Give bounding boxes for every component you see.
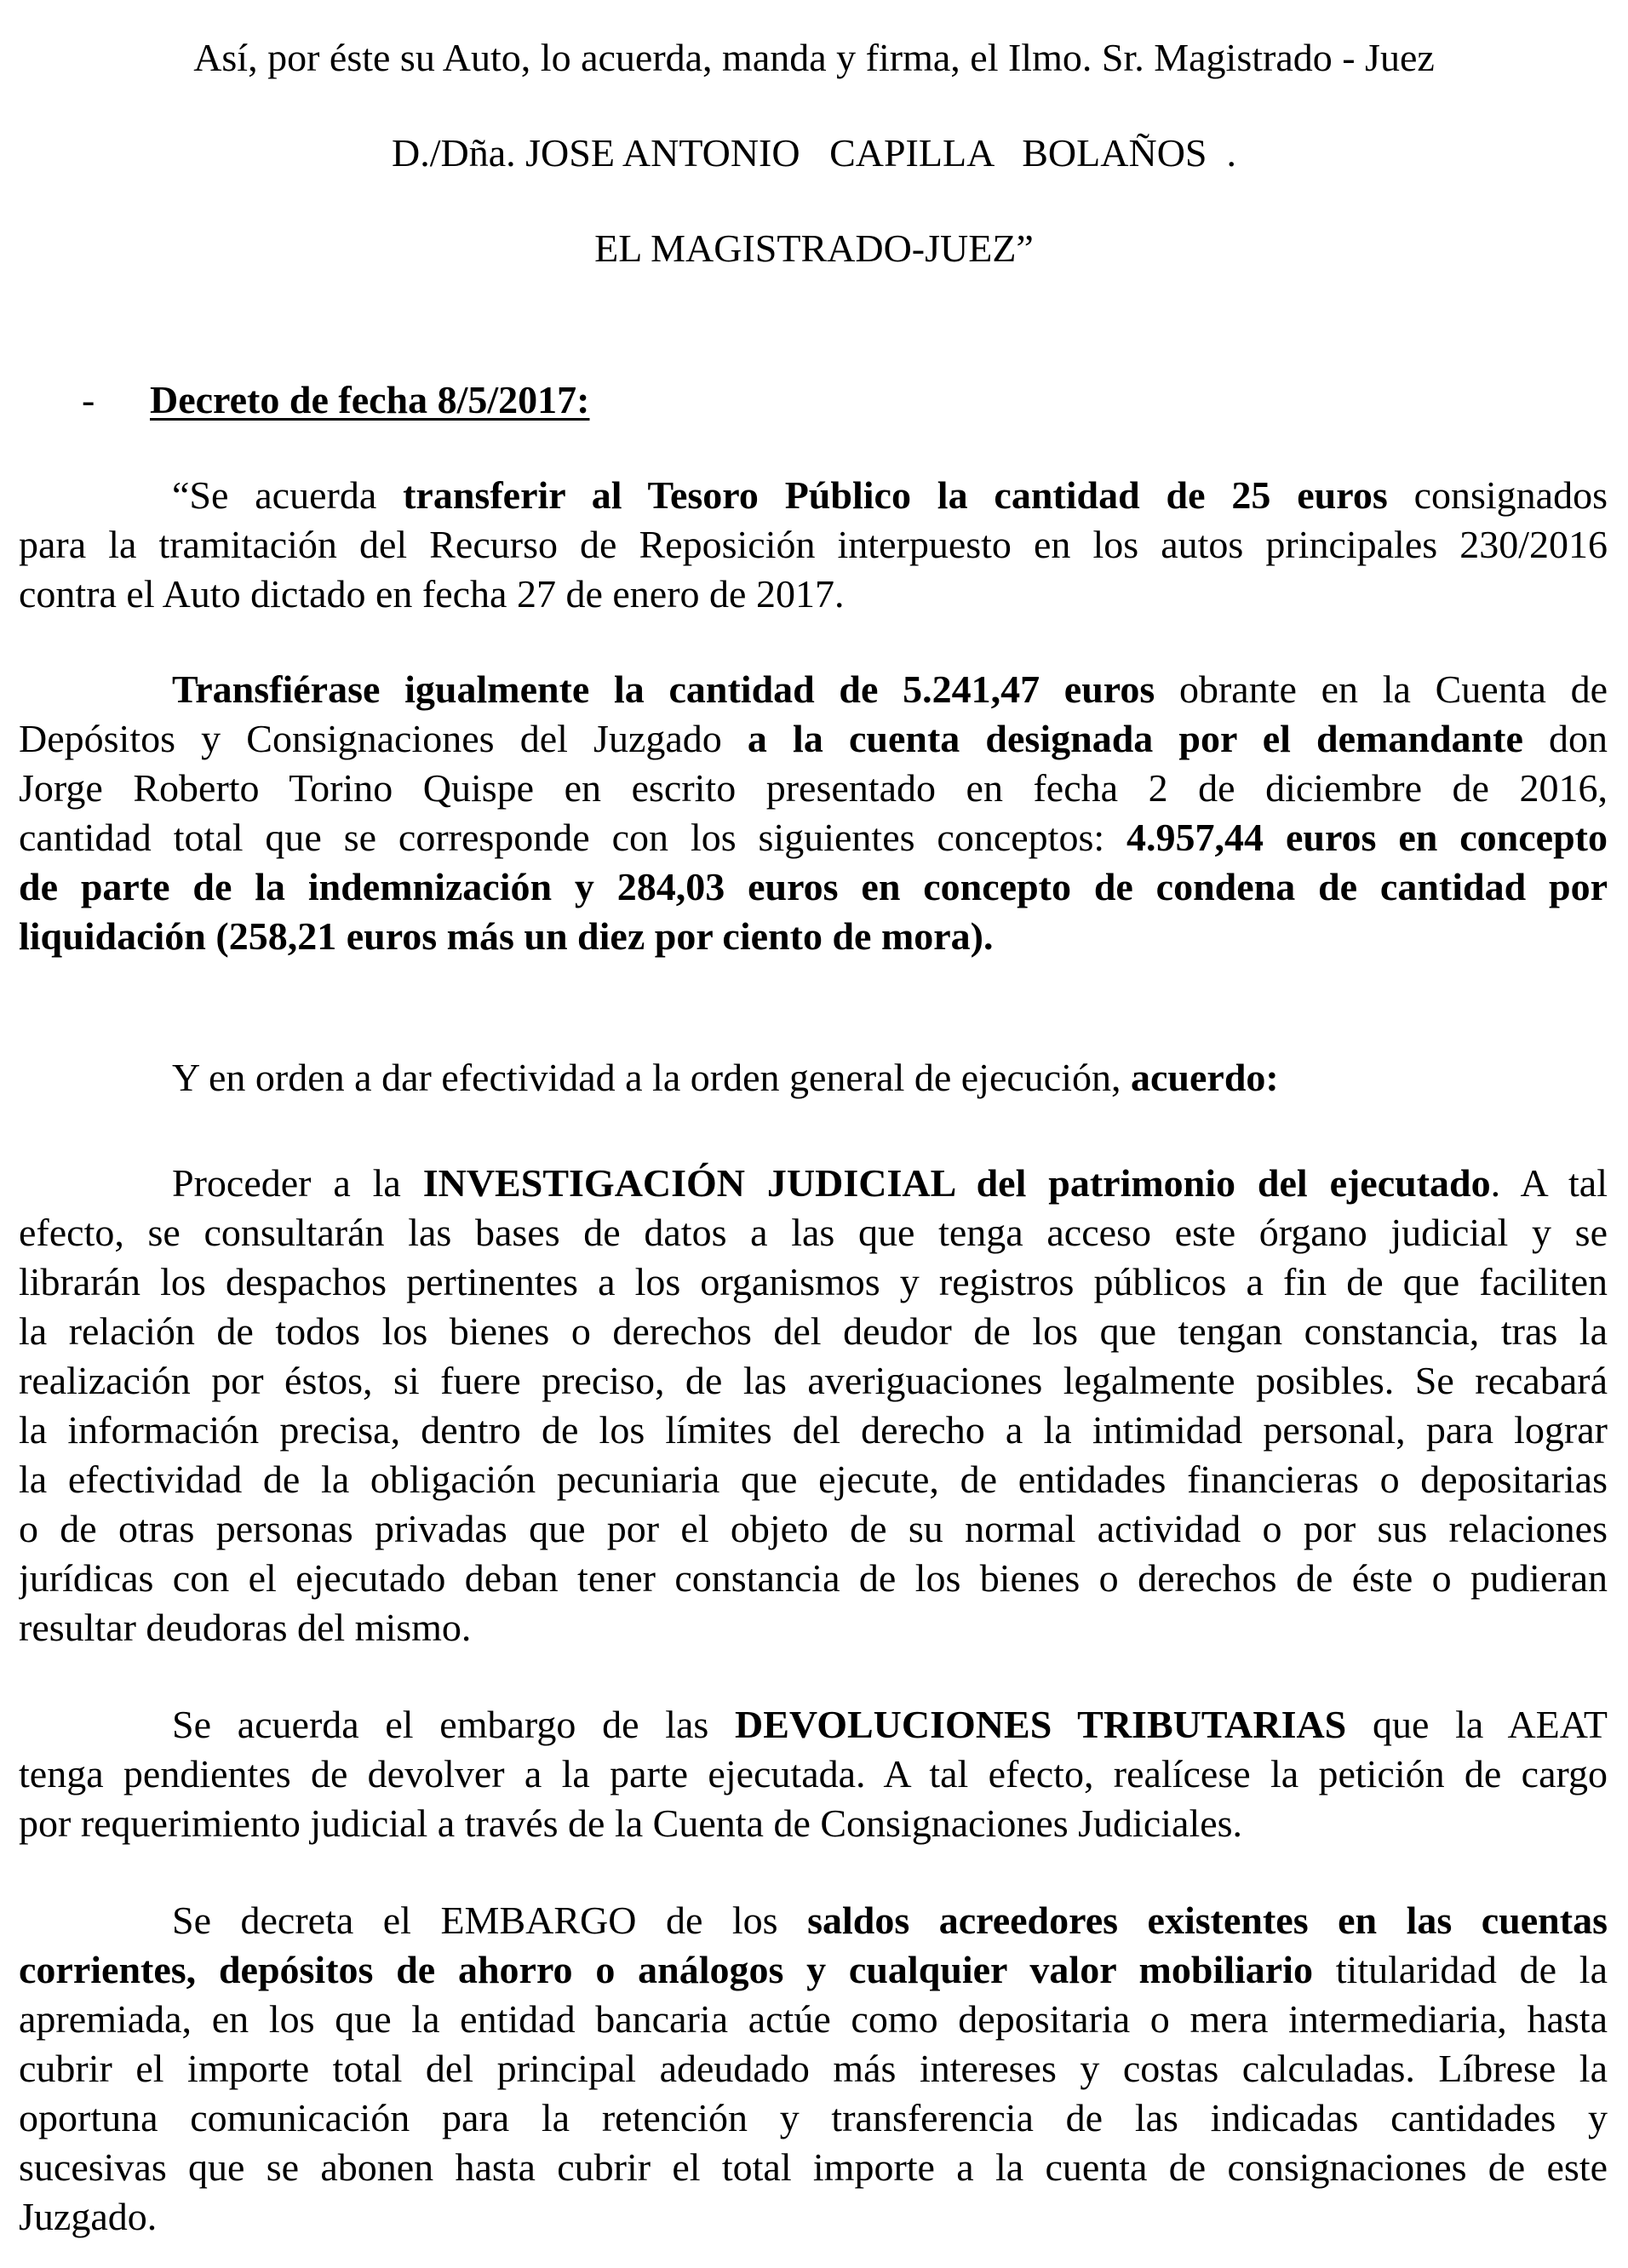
- signature-title: EL MAGISTRADO-JUEZ”: [594, 226, 1034, 270]
- p4-line-9: jurídicas con el ejecutado deban tener constancia de los bienes o derechos de éste o pudieran: [19, 1556, 1608, 1600]
- p6-line-6: sucesivas que se abonen hasta cubrir el total importe a la cuenta de consignaciones de este: [19, 2145, 1608, 2189]
- p2-line-6: liquidación (258,21 euros más un diez por ciento de mora).: [19, 914, 994, 958]
- p1-line-1: “Se acuerda transferir al Tesoro Público la cantidad de 25 euros consignados: [172, 473, 1608, 517]
- p5-line-1: Se acuerda el embargo de las DEVOLUCIONES TRIBUTARIAS que la AEAT: [172, 1703, 1608, 1746]
- decree-bullet: -: [82, 378, 95, 421]
- p6-line-1: Se decreta el EMBARGO de los saldos acreedores existentes en las cuentas: [172, 1899, 1608, 1942]
- p2-line-4: cantidad total que se corresponde con los siguientes conceptos: 4.957,44 euros en concepto: [19, 816, 1608, 859]
- signature-judge-name: D./Dña. JOSE ANTONIO CAPILLA BOLAÑOS .: [391, 131, 1236, 175]
- p5-line-2: tenga pendientes de devolver a la parte ejecutada. A tal efecto, realícese la petición de cargo: [19, 1752, 1608, 1796]
- p4-line-5: realización por éstos, si fuere preciso, de las averiguaciones legalmente posibles. Se recabará: [19, 1359, 1608, 1402]
- p2-line-3: Jorge Roberto Torino Quispe en escrito presentado en fecha 2 de diciembre de 2016,: [19, 766, 1608, 810]
- p6-line-7: Juzgado.: [19, 2195, 158, 2238]
- p4-line-3: librarán los despachos pertinentes a los organismos y registros públicos a fin de que faciliten: [19, 1260, 1608, 1303]
- p2-line-2: Depósitos y Consignaciones del Juzgado a la cuenta designada por el demandante don: [19, 717, 1608, 760]
- p4-line-6: la información precisa, dentro de los límites del derecho a la intimidad personal, para lograr: [19, 1408, 1608, 1452]
- signature-line-1: Así, por éste su Auto, lo acuerda, manda y firma, el Ilmo. Sr. Magistrado - Juez: [193, 36, 1435, 79]
- p6-line-3: apremiada, en los que la entidad bancaria actúe como depositaria o mera intermediaria, hasta: [19, 1997, 1608, 2041]
- p2-line-5: de parte de la indemnización y 284,03 euros en concepto de condena de cantidad por: [19, 865, 1608, 908]
- p4-line-8: o de otras personas privadas que por el objeto de su normal actividad o por sus relaciones: [19, 1507, 1608, 1550]
- p2-line-1: Transfiérase igualmente la cantidad de 5.241,47 euros obrante en la Cuenta de: [172, 667, 1608, 711]
- p1-line-2: para la tramitación del Recurso de Reposición interpuesto en los autos principales 230/2016: [19, 523, 1608, 566]
- p4-line-7: la efectividad de la obligación pecuniaria que ejecute, de entidades financieras o depositarias: [19, 1458, 1608, 1501]
- decree-heading: Decreto de fecha 8/5/2017:: [150, 378, 590, 421]
- p6-line-4: cubrir el importe total del principal adeudado más intereses y costas calculadas. Líbrese la: [19, 2047, 1608, 2090]
- p5-line-3: por requerimiento judicial a través de la Cuenta de Consignaciones Judiciales.: [19, 1801, 1243, 1845]
- p4-line-4: la relación de todos los bienes o derechos del deudor de los que tengan constancia, tras la: [19, 1309, 1608, 1353]
- p4-line-1: Proceder a la INVESTIGACIÓN JUDICIAL del patrimonio del ejecutado. A tal: [172, 1161, 1608, 1205]
- p6-line-2: corrientes, depósitos de ahorro o análogos y cualquier valor mobiliario titularidad de la: [19, 1948, 1608, 1991]
- p1-line-3: contra el Auto dictado en fecha 27 de enero de 2017.: [19, 572, 845, 616]
- p4-line-2: efecto, se consultarán las bases de datos a las que tenga acceso este órgano judicial y se: [19, 1211, 1608, 1254]
- p4-line-10: resultar deudoras del mismo.: [19, 1606, 472, 1649]
- p6-line-5: oportuna comunicación para la retención y transferencia de las indicadas cantidades y: [19, 2096, 1608, 2139]
- p3-line: Y en orden a dar efectividad a la orden general de ejecución, acuerdo:: [172, 1056, 1279, 1099]
